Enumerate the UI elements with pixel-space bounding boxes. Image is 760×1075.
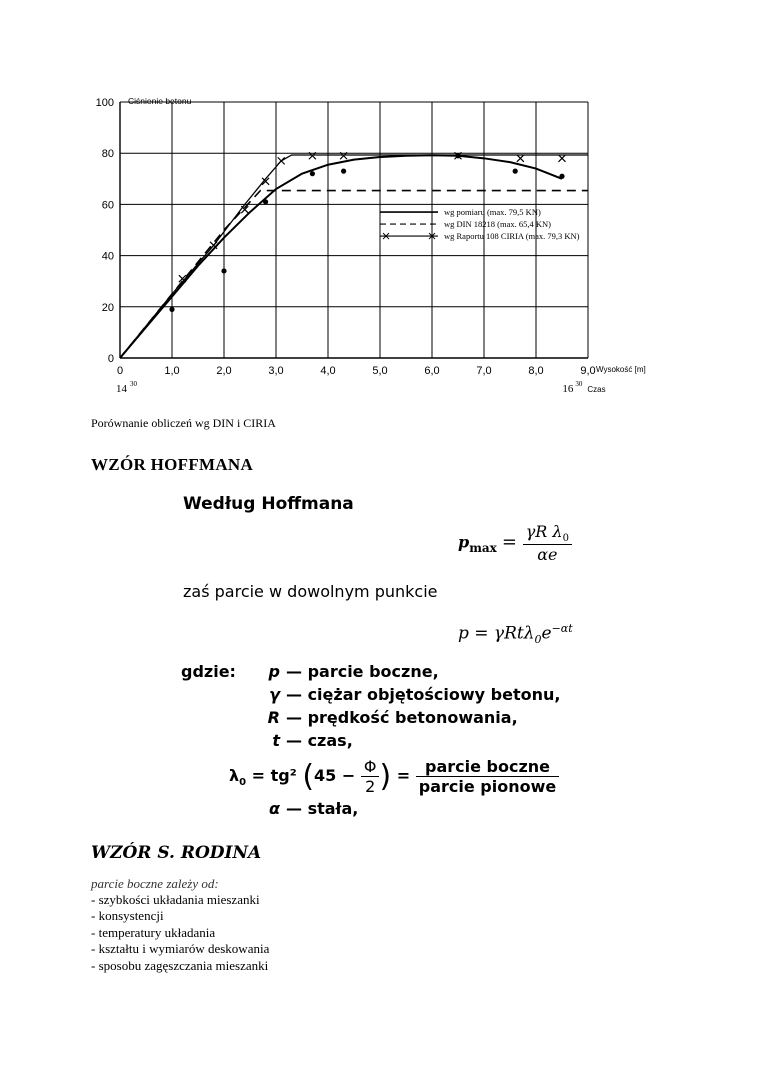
x-tick-label: 9,0 xyxy=(580,365,596,377)
list-item: - kształtu i wymiarów deskowania xyxy=(91,941,270,957)
y-axis-label: Ciśnienie betonu xyxy=(128,96,192,106)
measurement-point xyxy=(169,307,174,312)
p-formula-exp: −αt xyxy=(551,622,573,635)
chart-caption: Porównanie obliczeń wg DIN i CIRIA xyxy=(91,416,276,430)
pmax-num: γR λ xyxy=(525,522,563,541)
list-item: - szybkości układania mieszanki xyxy=(91,892,260,907)
definition-symbol: t xyxy=(272,731,280,750)
mid-text: zaś parcie w dowolnym punkcie xyxy=(183,582,438,601)
time-end-label: 16 xyxy=(562,383,574,395)
measurement-point xyxy=(341,169,346,174)
lambda-sym: λ xyxy=(229,766,240,785)
y-tick-label: 60 xyxy=(101,199,114,212)
hoffman-heading: WZÓR HOFFMANA xyxy=(91,455,254,474)
definition-text: — czas, xyxy=(286,731,353,750)
pmax-formula: $p_{max}$ = $\frac{\gamma R \lambda_0}{\alpha e}$ xyxy=(458,522,572,564)
time-start-sup: 30 xyxy=(130,380,137,388)
y-tick-label: 80 xyxy=(101,148,114,161)
definition-row xyxy=(240,685,560,704)
lambda-formula: $\lambda_0 = tg^2$ (45 − $\frac{\Phi}{2}$ ) = $\frac{\text{parcie boczne}}{\text{parcie pionowe}}$ xyxy=(229,757,559,796)
definition-row xyxy=(240,662,439,681)
x-tick-label: 3,0 xyxy=(268,365,284,377)
x-tick-label: 2,0 xyxy=(216,365,232,377)
lambda-frac-den: parcie pionowe xyxy=(418,777,557,796)
rodin-factors-list xyxy=(91,892,269,974)
chart-grid xyxy=(120,102,588,358)
definition-text: — ciężar objętościowy betonu, xyxy=(286,685,561,704)
definition-row xyxy=(240,799,358,818)
definition-text: — parcie boczne, xyxy=(286,662,439,681)
p-formula-e: e xyxy=(541,623,552,644)
rodin-intro: parcie boczne zależy od: xyxy=(91,876,219,891)
ciria-marker xyxy=(559,155,566,162)
measurement-point xyxy=(263,199,268,204)
measurement-point xyxy=(513,169,518,174)
definition-symbol: γ xyxy=(269,685,280,704)
measurement-point xyxy=(455,153,460,158)
x-tick-label: 8,0 xyxy=(528,365,544,377)
definition-symbol: R xyxy=(267,708,280,727)
defs-where: gdzie: xyxy=(181,662,236,681)
chart-legend xyxy=(380,207,580,241)
x-tick-label: 4,0 xyxy=(320,365,336,377)
series-ciria-line xyxy=(120,155,588,358)
y-tick-label: 40 xyxy=(101,250,114,263)
pmax-lhs: p xyxy=(458,532,470,552)
x-tick-label: 7,0 xyxy=(476,365,492,377)
definition-row xyxy=(240,731,353,750)
y-tick-label: 100 xyxy=(95,97,114,109)
definition-symbol: α xyxy=(269,799,280,818)
x-tick-label: 5,0 xyxy=(372,365,388,377)
ciria-marker xyxy=(517,155,524,162)
definition-text: — stała, xyxy=(286,799,359,818)
pmax-num-sub: 0 xyxy=(562,533,569,545)
y-tick-label: 20 xyxy=(101,301,114,314)
lambda-eq: = tg² xyxy=(251,766,303,785)
y-tick-label: 0 xyxy=(107,353,114,365)
definition-row xyxy=(240,708,518,727)
p-formula-sub: 0 xyxy=(534,633,542,647)
p-formula-lhs: p = γRtλ xyxy=(458,623,535,644)
time-start-label: 14 xyxy=(116,383,127,395)
list-item: - temperatury układania xyxy=(91,924,216,940)
legend-entry: wg pomiaru (max. 79,5 KN) xyxy=(444,207,541,218)
x-tick-label: 6,0 xyxy=(424,365,440,377)
list-item: - sposobu zagęszczania mieszanki xyxy=(91,957,269,973)
series-measured-line xyxy=(120,155,562,358)
x-tick-label: 0 xyxy=(116,365,124,377)
pmax-fraction xyxy=(523,522,572,564)
lambda-frac-num: parcie boczne xyxy=(416,757,559,777)
chart-labels xyxy=(96,96,646,395)
measurement-point xyxy=(310,171,315,176)
pmax-den: αe xyxy=(537,545,558,565)
measurement-point xyxy=(221,268,226,273)
x-axis-label: Wysokość [m] xyxy=(596,365,646,374)
hoffman-title: Według Hoffmana xyxy=(183,494,354,514)
lambda-paren-a: 45 − xyxy=(314,766,356,785)
pmax-sub: max xyxy=(469,540,497,555)
x-tick-label: 1,0 xyxy=(164,365,180,377)
legend-entry: wg DIN 18218 (max. 65,4 KN) xyxy=(444,219,551,230)
lambda-sub: 0 xyxy=(239,777,247,789)
rodin-heading: WZÓR S. RODINA xyxy=(91,843,262,863)
definition-symbol: p xyxy=(268,662,280,681)
pressure-chart xyxy=(88,90,702,410)
p-formula xyxy=(458,622,573,646)
lambda-two: 2 xyxy=(365,777,376,796)
list-item: - konsystencji xyxy=(91,908,164,924)
definition-text: — prędkość betonowania, xyxy=(286,708,518,727)
measurement-point xyxy=(559,174,564,179)
lambda-phi: Φ xyxy=(361,757,380,777)
time-end-sup: 30 xyxy=(575,380,583,388)
legend-entry: wg Raportu 108 CIRIA (max. 79,3 KN) xyxy=(444,231,580,242)
time-axis-label: Czas xyxy=(587,385,606,394)
ciria-marker xyxy=(278,157,285,164)
